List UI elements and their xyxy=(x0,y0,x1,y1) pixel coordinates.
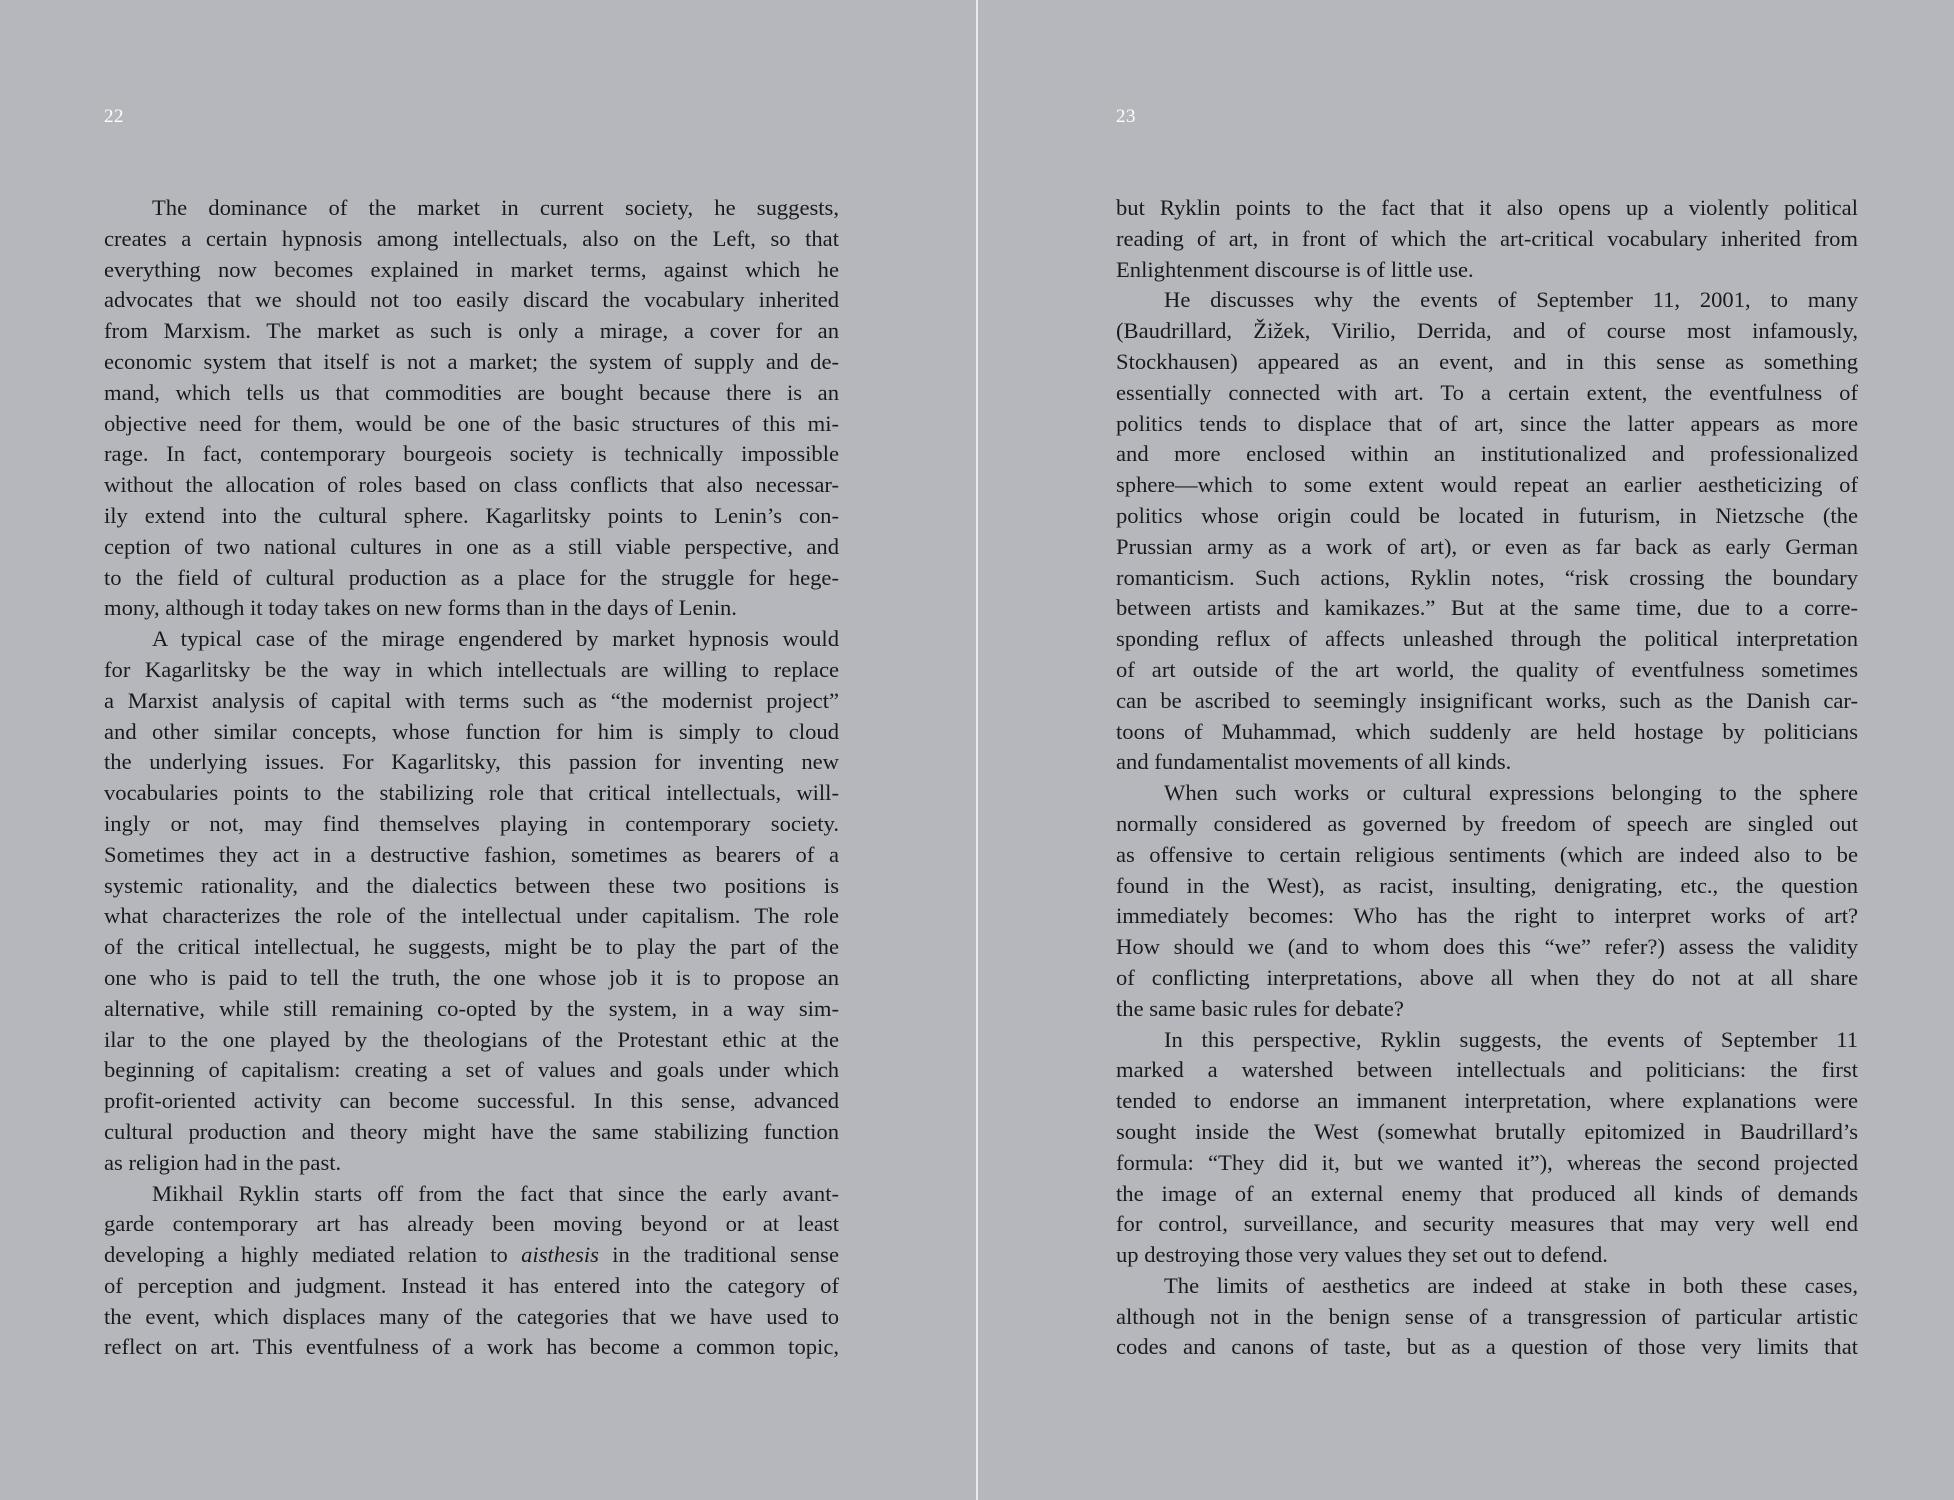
text-line: although not in the benign sense of a transgression of particular artistic xyxy=(1116,1303,1858,1329)
text-line: tended to endorse an immanent interpretation, where explanations were xyxy=(1116,1088,1858,1114)
text-line: garde contemporary art has already been moving beyond or at least xyxy=(104,1211,839,1237)
text-line: a Marxist analysis of capital with terms such as “the modernist project” xyxy=(104,687,839,713)
text-line: essentially connected with art. To a certain extent, the eventfulness of xyxy=(1116,379,1858,405)
text-line: advocates that we should not too easily discard the vocabulary inherited xyxy=(104,287,839,313)
text-line: profit-oriented activity can become successful. In this sense, advanced xyxy=(104,1088,839,1114)
text-line: and more enclosed within an institutionalized and professionalized xyxy=(1116,441,1858,467)
text-line: everything now becomes explained in market terms, against which he xyxy=(104,256,839,282)
left-page xyxy=(0,0,976,1500)
text-line: romanticism. Such actions, Ryklin notes, “risk crossing the boundary xyxy=(1116,564,1858,590)
text-line: reading of art, in front of which the art-critical vocabulary inherited from xyxy=(1116,225,1858,251)
text-line: of perception and judgment. Instead it has entered into the category of xyxy=(104,1272,839,1298)
text-line: (Baudrillard, Žižek, Virilio, Derrida, and of course most infamously, xyxy=(1116,318,1858,344)
text-line: politics whose origin could be located in futurism, in Nietzsche (the xyxy=(1116,502,1858,528)
text-line: sought inside the West (somewhat brutally epitomized in Baudrillard’s xyxy=(1116,1118,1858,1144)
text-line: between artists and kamikazes.” But at the same time, due to a corre- xyxy=(1116,595,1858,621)
text-line: alternative, while still remaining co-opted by the system, in a way sim- xyxy=(104,995,839,1021)
text-line: He discusses why the events of September 11, 2001, to many xyxy=(1164,287,1858,313)
text-line: without the allocation of roles based on class conflicts that also necessar- xyxy=(104,472,839,498)
text-line: ily extend into the cultural sphere. Kagarlitsky points to Lenin’s con- xyxy=(104,502,839,528)
text-line: sponding reflux of affects unleashed through the political interpretation xyxy=(1116,626,1858,652)
text-line: reflect on art. This eventfulness of a work has become a common topic, xyxy=(104,1334,839,1360)
text-line: economic system that itself is not a market; the system of supply and de- xyxy=(104,348,839,374)
text-line: the image of an external enemy that produced all kinds of demands xyxy=(1116,1180,1858,1206)
text-line: developing a highly mediated relation to aisthesis in the traditional sense xyxy=(104,1242,839,1268)
text-line: Prussian army as a work of art), or even as far back as early German xyxy=(1116,533,1858,559)
text-line: formula: “They did it, but we wanted it”), whereas the second projected xyxy=(1116,1149,1858,1175)
text-line: the event, which displaces many of the categories that we have used to xyxy=(104,1303,839,1329)
text-line: The limits of aesthetics are indeed at stake in both these cases, xyxy=(1164,1272,1858,1298)
text-line: vocabularies points to the stabilizing role that critical intellectuals, will- xyxy=(104,780,839,806)
text-line: for control, surveillance, and security measures that may very well end xyxy=(1116,1211,1858,1237)
text-line: the underlying issues. For Kagarlitsky, this passion for inventing new xyxy=(104,749,839,775)
text-line: systemic rationality, and the dialectics between these two positions is xyxy=(104,872,839,898)
text-line: as offensive to certain religious sentiments (which are indeed also to be xyxy=(1116,841,1858,867)
text-line: Enlightenment discourse is of little use. xyxy=(1116,256,1474,282)
text-line: rage. In fact, contemporary bourgeois society is technically impossible xyxy=(104,441,839,467)
text-line: as religion had in the past. xyxy=(104,1149,342,1175)
text-line: but Ryklin points to the fact that it also opens up a violently political xyxy=(1116,195,1858,220)
text-line: can be ascribed to seemingly insignificant works, such as the Danish car- xyxy=(1116,687,1858,713)
text-line: immediately becomes: Who has the right to interpret works of art? xyxy=(1116,903,1858,929)
text-line: of conflicting interpretations, above all when they do not at all share xyxy=(1116,964,1858,990)
text-line: the same basic rules for debate? xyxy=(1116,995,1404,1021)
text-line: toons of Muhammad, which suddenly are held hostage by politicians xyxy=(1116,718,1858,744)
right-page xyxy=(978,0,1954,1500)
text-line: what characterizes the role of the intellectual under capitalism. The role xyxy=(104,903,839,929)
text-line: ingly or not, may find themselves playing in contemporary society. xyxy=(104,810,839,836)
page-number: 23 xyxy=(1116,106,1136,127)
text-line: codes and canons of taste, but as a question of those very limits that xyxy=(1116,1334,1858,1360)
text-line: Stockhausen) appeared as an event, and in this sense as something xyxy=(1116,348,1858,374)
text-line: The dominance of the market in current society, he suggests, xyxy=(152,195,839,220)
text-line: up destroying those very values they set out to defend. xyxy=(1116,1242,1608,1268)
text-line: and other similar concepts, whose function for him is simply to cloud xyxy=(104,718,839,744)
text-line: found in the West), as racist, insulting, denigrating, etc., the question xyxy=(1116,872,1858,898)
text-line: of art outside of the art world, the quality of eventfulness sometimes xyxy=(1116,656,1858,682)
text-line: In this perspective, Ryklin suggests, the events of September 11 xyxy=(1164,1026,1858,1052)
text-line: ception of two national cultures in one as a still viable perspective, and xyxy=(104,533,839,559)
text-line: marked a watershed between intellectuals and politicians: the first xyxy=(1116,1057,1858,1083)
text-line: sphere—which to some extent would repeat an earlier aestheticizing of xyxy=(1116,472,1858,498)
body-text xyxy=(104,193,839,1363)
text-line: objective need for them, would be one of the basic structures of this mi- xyxy=(104,410,839,436)
page-number: 22 xyxy=(104,106,124,127)
text-line: A typical case of the mirage engendered by market hypnosis would xyxy=(152,626,839,652)
text-line: for Kagarlitsky be the way in which intellectuals are willing to replace xyxy=(104,656,839,682)
text-line: normally considered as governed by freedom of speech are singled out xyxy=(1116,810,1858,836)
text-line: one who is paid to tell the truth, the one whose job it is to propose an xyxy=(104,964,839,990)
text-line: Sometimes they act in a destructive fashion, sometimes as bearers of a xyxy=(104,841,839,867)
text-line: cultural production and theory might have the same stabilizing function xyxy=(104,1118,839,1144)
text-line: How should we (and to whom does this “we” refer?) assess the validity xyxy=(1116,934,1858,960)
text-line: to the field of cultural production as a place for the struggle for hege- xyxy=(104,564,839,590)
text-line: creates a certain hypnosis among intellectuals, also on the Left, so that xyxy=(104,225,839,251)
text-line: of the critical intellectual, he suggests, might be to play the part of the xyxy=(104,934,839,960)
italic-term: aisthesis xyxy=(521,1242,599,1268)
text-line: When such works or cultural expressions belonging to the sphere xyxy=(1164,780,1858,806)
text-line: politics tends to displace that of art, since the latter appears as more xyxy=(1116,410,1858,436)
text-line: mand, which tells us that commodities are bought because there is an xyxy=(104,379,839,405)
text-line: beginning of capitalism: creating a set of values and goals under which xyxy=(104,1057,839,1083)
text-line: from Marxism. The market as such is only a mirage, a cover for an xyxy=(104,318,839,344)
text-line: ilar to the one played by the theologians of the Protestant ethic at the xyxy=(104,1026,839,1052)
text-line: mony, although it today takes on new forms than in the days of Lenin. xyxy=(104,595,737,621)
text-line: and fundamentalist movements of all kinds. xyxy=(1116,749,1512,775)
body-text xyxy=(1116,193,1858,1363)
text-line: Mikhail Ryklin starts off from the fact that since the early avant- xyxy=(152,1180,839,1206)
